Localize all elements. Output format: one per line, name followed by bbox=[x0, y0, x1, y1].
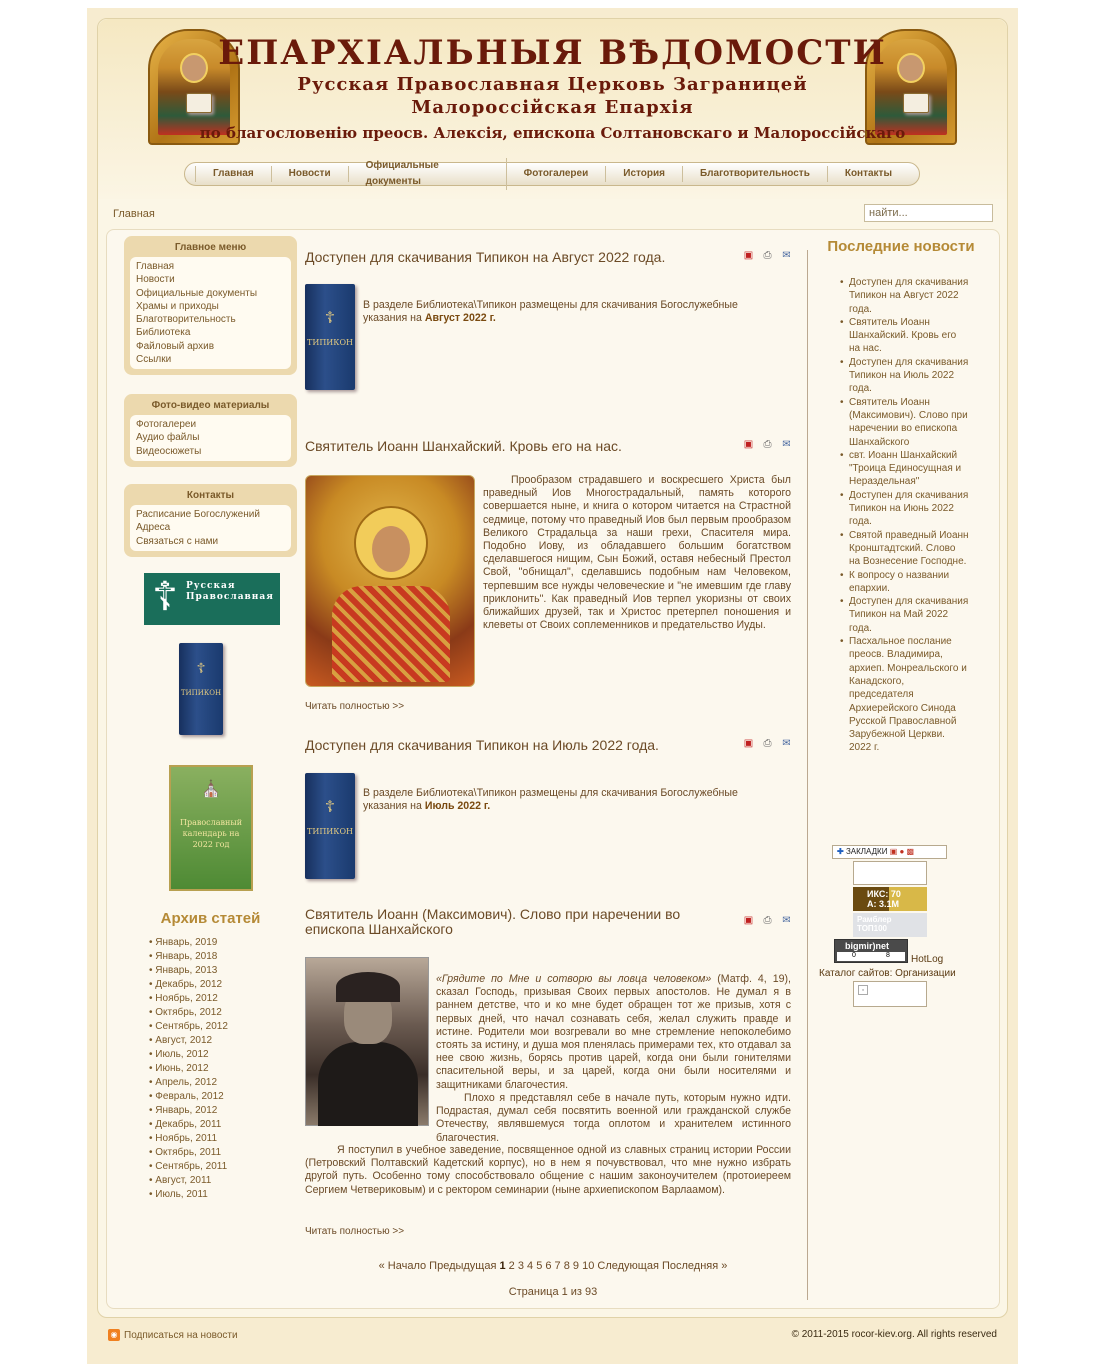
news-item[interactable]: • Пасхальное послание преосв. Владимира, архиеп. Монреальского и Канадского, председателя Архиерейского Синода Русской Православной Зарубежной Церкви. 2022 г. bbox=[849, 635, 969, 755]
email-icon[interactable]: ✉ bbox=[782, 915, 791, 926]
archbishop-photo bbox=[305, 957, 429, 1126]
archive-list bbox=[149, 936, 228, 1202]
article-link[interactable]: Июль 2022 г. bbox=[424, 800, 491, 813]
article-title[interactable]: Святитель Иоанн Шанхайский. Кровь его на нас. bbox=[305, 438, 622, 454]
menu-item-file-archive[interactable]: Файловый архив bbox=[136, 340, 215, 352]
media-menu-module bbox=[124, 394, 297, 467]
news-item[interactable]: • Святой праведный Иоанн Кронштадтский. Слово на Вознесение Господне. bbox=[849, 529, 969, 569]
pagination-current: 1 bbox=[499, 1260, 506, 1272]
archive-item[interactable]: • Январь, 2019 bbox=[149, 936, 228, 950]
pagination-prev-links[interactable]: « Начало Предыдущая bbox=[378, 1260, 500, 1272]
menu-item-photo[interactable]: Фотогалереи bbox=[136, 419, 197, 430]
archive-item[interactable]: • Январь, 2012 bbox=[149, 1104, 228, 1118]
news-item[interactable]: • Доступен для скачивания Типикон на Май 2022 года. bbox=[849, 595, 969, 635]
archive-item[interactable]: • Август, 2011 bbox=[149, 1174, 228, 1188]
article-link[interactable]: Август 2022 г. bbox=[424, 312, 496, 325]
email-icon[interactable]: ✉ bbox=[782, 439, 791, 450]
menu-item-audio[interactable]: Аудио файлы bbox=[136, 432, 200, 444]
archive-item[interactable]: • Февраль, 2012 bbox=[149, 1090, 228, 1104]
bookmarks-widget[interactable]: ✚ ЗАКЛАДКИ ▣ ● ▩ bbox=[832, 845, 947, 859]
site-title: ЕПАРХІАЛЬНЫЯ ВѢДОМОСТИ bbox=[218, 33, 887, 73]
news-item[interactable]: • Святитель Иоанн Шанхайский. Кровь его на нас. bbox=[849, 316, 969, 356]
yandex-iks-widget[interactable]: ИКС: 70 А: 3.1М bbox=[853, 887, 927, 911]
menu-item-contact-us[interactable]: Связаться с нами bbox=[136, 535, 219, 547]
nav-history[interactable]: История bbox=[606, 166, 683, 182]
main-menu-module bbox=[124, 236, 297, 375]
contacts-menu-title: Контакты bbox=[186, 490, 235, 501]
article-title[interactable]: Доступен для скачивания Типикон на Август 2022 года. bbox=[305, 249, 666, 265]
archive-item[interactable]: • Июнь, 2012 bbox=[149, 1062, 228, 1076]
column-divider bbox=[807, 250, 808, 1300]
article-tools bbox=[742, 738, 793, 749]
rambler-top100-widget[interactable]: Рамблер ТОП100 bbox=[853, 913, 927, 937]
site-blessing-line: по благословенію преосв. Алексія, епископа Солтановскаго и Малороссійскаго bbox=[199, 124, 906, 142]
plus-icon: ✚ bbox=[837, 847, 844, 856]
pagination-pages[interactable]: 2 3 4 5 6 7 8 9 10 bbox=[505, 1260, 598, 1272]
orthodox-cross-icon: ☦ bbox=[152, 574, 178, 620]
menu-item-home[interactable]: Главная bbox=[136, 261, 175, 272]
bigmir-widget[interactable]: bigmir)net 0 8 bbox=[834, 939, 908, 963]
pdf-icon[interactable]: ▣ bbox=[743, 915, 754, 926]
search-input[interactable] bbox=[864, 204, 993, 222]
news-item[interactable]: • Доступен для скачивания Типикон на Август 2022 года. bbox=[849, 276, 969, 316]
cross-icon: ☦ bbox=[196, 661, 206, 677]
contacts-menu-module bbox=[124, 484, 297, 557]
archive-item[interactable]: • Январь, 2018 bbox=[149, 950, 228, 964]
main-navigation bbox=[184, 162, 920, 186]
read-more-link[interactable]: Читать полностью >> bbox=[305, 701, 405, 712]
typikon-book-image: ☦ ТИПИКОН bbox=[305, 773, 355, 879]
archive-item[interactable]: • Январь, 2013 bbox=[149, 964, 228, 978]
orthodox-calendar-image[interactable]: ⛪ Православный календарь на 2022 год bbox=[169, 765, 253, 891]
archive-item[interactable]: • Сентябрь, 2012 bbox=[149, 1020, 228, 1034]
article-body: В разделе Библиотека\Типикон размещены для скачивания Богослужебные указания на Август 2022 г. bbox=[363, 299, 738, 325]
site-header bbox=[98, 19, 1007, 220]
menu-item-schedule[interactable]: Расписание Богослужений bbox=[136, 509, 260, 520]
breadcrumb[interactable]: Главная bbox=[113, 208, 155, 220]
site-subtitle-church: Русская Православная Церковь Заграницей bbox=[297, 74, 808, 95]
news-item[interactable]: • К вопросу о названии епархии. bbox=[849, 569, 969, 596]
archive-item[interactable]: • Декабрь, 2011 bbox=[149, 1118, 228, 1132]
archive-item[interactable]: • Июль, 2012 bbox=[149, 1048, 228, 1062]
social-icons: ▣ ● ▩ bbox=[889, 847, 915, 856]
nav-official-docs[interactable]: Официальные документы bbox=[349, 158, 507, 190]
latest-news-title: Последние новости bbox=[827, 238, 975, 255]
article-body: «Грядите по Мне и сотворю вы ловца человеком» (Матф. 4, 19), сказал Господь, призывая Своих первых апостолов. Не думал я в раннем детстве, что и ко мне будет обращен тот же призыв, хотя с первых дней, что начал сознавать себя, желал служить правде и истине. Родители мои возгревали во мне стремление непоколебимо стоять за истину, и душа моя пленялась примерами тех, кто отдавал за нее свою жизнь, борясь против царей, когда они были гонителями спасительной веры, и за царей, когда они были носителями и защитниками благочестия. bbox=[436, 973, 791, 1091]
read-more-link[interactable]: Читать полностью >> bbox=[305, 1226, 405, 1237]
site-subtitle-eparchy: Малороссійская Епархія bbox=[411, 97, 694, 118]
cross-icon: ☦ bbox=[324, 308, 336, 327]
print-icon[interactable]: ⎙ bbox=[763, 915, 772, 926]
menu-item-links[interactable]: Ссылки bbox=[136, 354, 172, 366]
main-menu-title: Главное меню bbox=[174, 242, 247, 253]
nav-contacts[interactable]: Контакты bbox=[844, 168, 892, 179]
pdf-icon[interactable]: ▣ bbox=[743, 439, 754, 450]
archive-item[interactable]: • Ноябрь, 2011 bbox=[149, 1132, 228, 1146]
article-body: Прообразом страдавшего и воскресшего Христа был праведный Иов Многострадальный, память которого совершается ныне, и книга о котором читается на Страстной седмице, потому что праведный Иов был первым прообразом Великого Страдальца за наши грехи, Спасителя мира. Подобно Иову, из обладавшего большим богатством сделавшегося нищим, Сын Божий, оставя небесный Престол Свой, "обнищал", сделавшись подобным нам Человеком, терпевшим все нужды человеческие и "не имевшим где главу приклонить". Как праведный Иов терпел укоризны от своих ближайших друзей, так и Христос претерпел поношения и клеветы от Своих соплеменников и предательство Иуды. bbox=[483, 474, 791, 632]
pagination-next-links[interactable]: Следующая Последняя » bbox=[597, 1260, 728, 1272]
typikon-book-image: ☦ ТИПИКОН bbox=[305, 284, 355, 390]
latest-news-list bbox=[849, 276, 969, 755]
rss-subscribe-link[interactable]: ◉ Подписаться на новости bbox=[108, 1329, 238, 1341]
archive-item[interactable]: • Декабрь, 2012 bbox=[149, 978, 228, 992]
menu-item-library[interactable]: Библиотека bbox=[136, 327, 191, 339]
article-paragraph: Я поступил в учебное заведение, посвященное одной из славных страниц истории России (Петровский Полтавский Кадетский корпус), но в нем я почувствовал, что мне нужно избрать другой путь. Особенно тому способствовало общение с нашим законоучителем (протоиереем Сергием Четвериковым) и с ректором семинарии (ныне архиепископом Варлаамом). bbox=[305, 1144, 791, 1196]
copyright: © 2011-2015 rocor-kiev.org. All rights reserved bbox=[791, 1329, 997, 1340]
news-item[interactable]: • свт. Иоанн Шанхайский "Троица Единосущная и Нераздельная" bbox=[849, 449, 969, 489]
pdf-icon[interactable]: ▣ bbox=[743, 738, 754, 749]
media-menu-title: Фото-видео материалы bbox=[151, 400, 270, 411]
article-title[interactable]: Святитель Иоанн (Максимович). Слово при наречении во епископа Шанхайского bbox=[305, 906, 681, 937]
news-item[interactable]: • Святитель Иоанн (Максимович). Слово при наречении во епископа Шанхайского bbox=[849, 396, 969, 449]
article-quote: «Грядите по Мне и сотворю вы ловца человеком» bbox=[436, 973, 712, 985]
menu-item-news[interactable]: Новости bbox=[136, 274, 175, 286]
print-icon[interactable]: ⎙ bbox=[763, 738, 772, 749]
menu-item-charity[interactable]: Благотворительность bbox=[136, 314, 236, 326]
archive-item[interactable]: • Октябрь, 2012 bbox=[149, 1006, 228, 1020]
article-body: В разделе Библиотека\Типикон размещены для скачивания Богослужебные указания на Июль 2022 г. bbox=[363, 787, 738, 813]
archive-item[interactable]: • Сентябрь, 2011 bbox=[149, 1160, 228, 1174]
broken-image-icon: ▫ bbox=[853, 981, 927, 1007]
print-icon[interactable]: ⎙ bbox=[763, 439, 772, 450]
article-paragraph-continued bbox=[305, 1131, 791, 1144]
news-item[interactable]: • Доступен для скачивания Типикон на Июль 2022 года. bbox=[849, 356, 969, 396]
page-background bbox=[87, 8, 1018, 1364]
nav-charity[interactable]: Благотворительность bbox=[683, 166, 828, 182]
content-area bbox=[106, 229, 1000, 1309]
counter-placeholder bbox=[853, 861, 927, 885]
article-paragraph: Плохо я представлял себе в начале путь, которым нужно идти. Подрастая, думал себя посвятить военной или гражданской службе Отечеству, являвшемуся тогда оплотом и хранителем истинного благочестия. bbox=[436, 1092, 791, 1144]
rss-icon: ◉ bbox=[108, 1329, 120, 1341]
page-counter: Страница 1 из 93 bbox=[508, 1286, 598, 1298]
archive-item[interactable]: • Август, 2012 bbox=[149, 1034, 228, 1048]
typikon-book-image[interactable]: ☦ ТИПИКОН bbox=[179, 643, 223, 735]
menu-item-addresses[interactable]: Адреса bbox=[136, 522, 171, 534]
hotlog-widget[interactable]: HotLog bbox=[911, 954, 944, 965]
email-icon[interactable]: ✉ bbox=[782, 250, 791, 261]
article-title[interactable]: Доступен для скачивания Типикон на Июль 2022 года. bbox=[305, 737, 659, 753]
cross-icon: ☦ bbox=[324, 797, 336, 816]
site-frame bbox=[97, 18, 1008, 1318]
nav-news[interactable]: Новости bbox=[272, 166, 349, 182]
menu-item-docs[interactable]: Официальные документы bbox=[136, 287, 258, 299]
nav-home[interactable]: Главная bbox=[195, 166, 272, 182]
church-icon: ⛪ bbox=[201, 781, 221, 798]
pdf-icon[interactable]: ▣ bbox=[743, 250, 754, 261]
archive-item[interactable]: • Октябрь, 2011 bbox=[149, 1146, 228, 1160]
news-item[interactable]: • Доступен для скачивания Типикон на Июнь 2022 года. bbox=[849, 489, 969, 529]
nav-photo-galleries[interactable]: Фотогалереи bbox=[507, 166, 607, 182]
catalog-link[interactable]: Каталог сайтов: Организации bbox=[819, 968, 956, 979]
article-tools bbox=[742, 439, 793, 450]
print-icon[interactable]: ⎙ bbox=[763, 250, 772, 261]
article-tools bbox=[742, 915, 793, 926]
article-tools bbox=[742, 250, 793, 261]
email-icon[interactable]: ✉ bbox=[782, 738, 791, 749]
pagination bbox=[305, 1260, 801, 1272]
archive-title: Архив статей bbox=[160, 910, 261, 927]
russian-orthodox-banner[interactable]: ☦ Русская Православная bbox=[144, 573, 280, 625]
tsar-icon-image bbox=[305, 475, 475, 687]
menu-item-churches[interactable]: Храмы и приходы bbox=[136, 300, 219, 312]
archive-item[interactable]: • Июль, 2011 bbox=[149, 1188, 228, 1202]
menu-item-video[interactable]: Видеосюжеты bbox=[136, 445, 202, 457]
archive-item[interactable]: • Ноябрь, 2012 bbox=[149, 992, 228, 1006]
archive-item[interactable]: • Апрель, 2012 bbox=[149, 1076, 228, 1090]
